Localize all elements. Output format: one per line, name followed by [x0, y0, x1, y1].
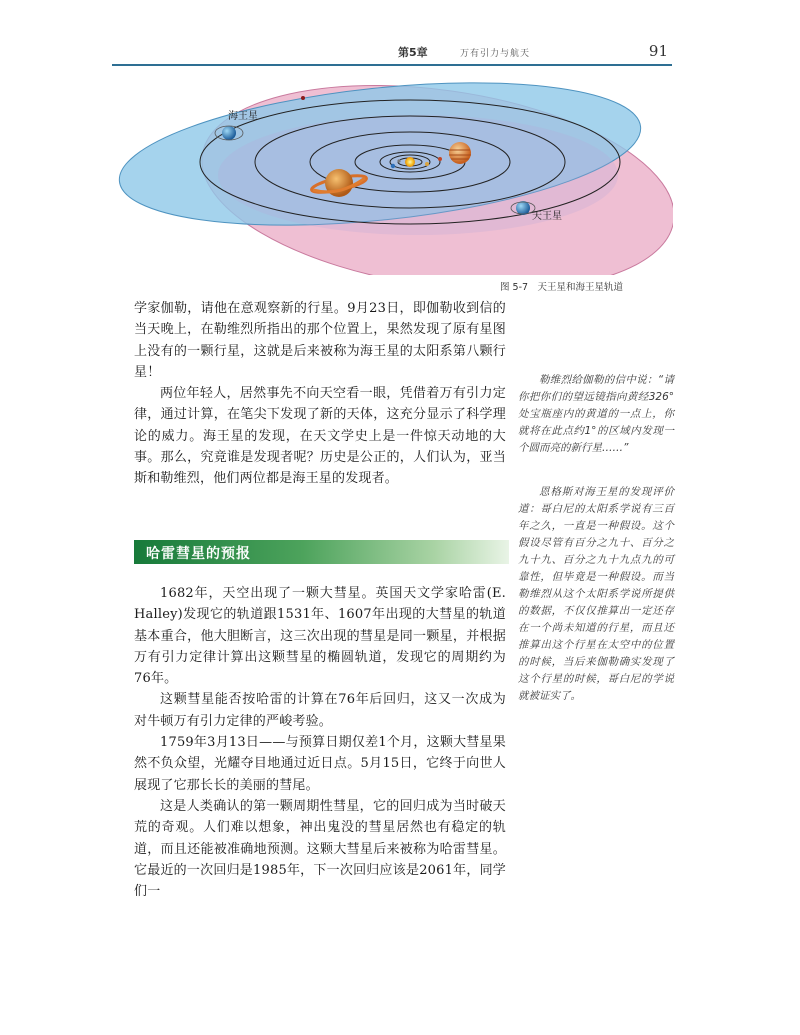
paragraph: 这是人类确认的第一颗周期性彗星，它的回归成为当时破天荒的奇观。人们难以想象，神出鬼没的彗星居然也有稳定的轨道，而且还能被准确地预测。这颗大彗星后来被称为哈雷彗星。它最近的一次回归是1985年，下一次回归应该是2061年，同学们一: [134, 798, 506, 900]
orbit-figure: [118, 70, 673, 275]
planet-jupiter: [449, 142, 471, 164]
figure-caption: 图 5-7 天王星和海王星轨道: [500, 282, 624, 293]
page-header: [112, 38, 672, 66]
orbit-marker-dot: [301, 96, 305, 100]
paragraph: 两位年轻人，居然事先不向天空看一眼，凭借着万有引力定律，通过计算，在笔尖下发现了新的天体，这充分显示了科学理论的威力。海王星的发现，在天文学史上是一件惊天动地的大事。那么，究竟谁是发现者呢？历史是公正的，人们认为，亚当斯和勒维烈，他们两位都是海王星的发现者。: [134, 386, 506, 487]
paragraph: 1682年，天空出现了一颗大彗星。英国天文学家哈雷(E. Halley)发现它的轨道跟1531年、1607年出现的大彗星的轨道基本重合，他大胆断言，这三次出现的彗星是同一颗星，并根据万有引力定律计算出这颗彗星的椭圆轨道，发现它的周期约为76年。: [134, 586, 506, 687]
paragraph: 这颗彗星能否按哈雷的计算在76年后回归，这又一次成为对牛顿万有引力定律的严峻考验。: [134, 692, 506, 729]
planet-earth: [391, 164, 395, 168]
sidenote-text: 恩格斯对海王星的发现评价道：哥白尼的太阳系学说有三百年之久，一直是一种假设。这个假设尽管有百分之九十、百分之九十九、百分之九十九点九的可靠性，但毕竟是一种假设。而当勒维烈从这个太阳系学说所提供的数据，不仅仅推算出一定还存在一个尚未知道的行星，而且还推算出这个行星在太空中的位置的时候，当后来伽勒确实发现了这个行星的时候，哥白尼的学说就被证实了。: [518, 486, 674, 702]
planet-mars: [438, 157, 442, 161]
planet-mercury: [397, 159, 400, 162]
planet-uranus: [516, 201, 530, 215]
page-number: 91: [648, 42, 668, 60]
section-title: 哈雷彗星的预报: [146, 546, 251, 562]
uranus-label: 天王星: [532, 211, 562, 222]
planet-venus: [425, 162, 429, 166]
neptune-label: 海王星: [228, 111, 258, 122]
planet-neptune: [222, 126, 236, 140]
sidenote-engels: [518, 484, 674, 705]
chapter-label: 第5章: [398, 46, 428, 59]
paragraph: 1759年3月13日——与预算日期仅差1个月，这颗大彗星果然不负众望，光耀夺目地通过近日点。5月15日，它终于向世人展现了它那长长的美丽的彗尾。: [134, 735, 506, 793]
body-text-top: [134, 298, 506, 490]
orbit-illustration: [118, 70, 673, 275]
body-text-halley: [134, 583, 506, 902]
sun: [405, 157, 415, 167]
chapter-title: 万有引力与航天: [460, 49, 531, 59]
section-header: [134, 540, 509, 564]
sidenote-leverrier-letter: [518, 372, 674, 457]
paragraph: 学家伽勒，请他在意观察新的行星。9月23日，即伽勒收到信的当天晚上，在勒维烈所指出的那个位置上，果然发现了原有星图上没有的一颗行星，这就是后来被称为海王星的太阳系第八颗行星！: [134, 301, 506, 380]
sidenote-text: 勒维烈给伽勒的信中说：“请你把你们的望远镜指向黄经326°处宝瓶座内的黄道的一点上，你就将在此点约1°的区域内发现一个圆而亮的新行星……”: [518, 374, 674, 454]
